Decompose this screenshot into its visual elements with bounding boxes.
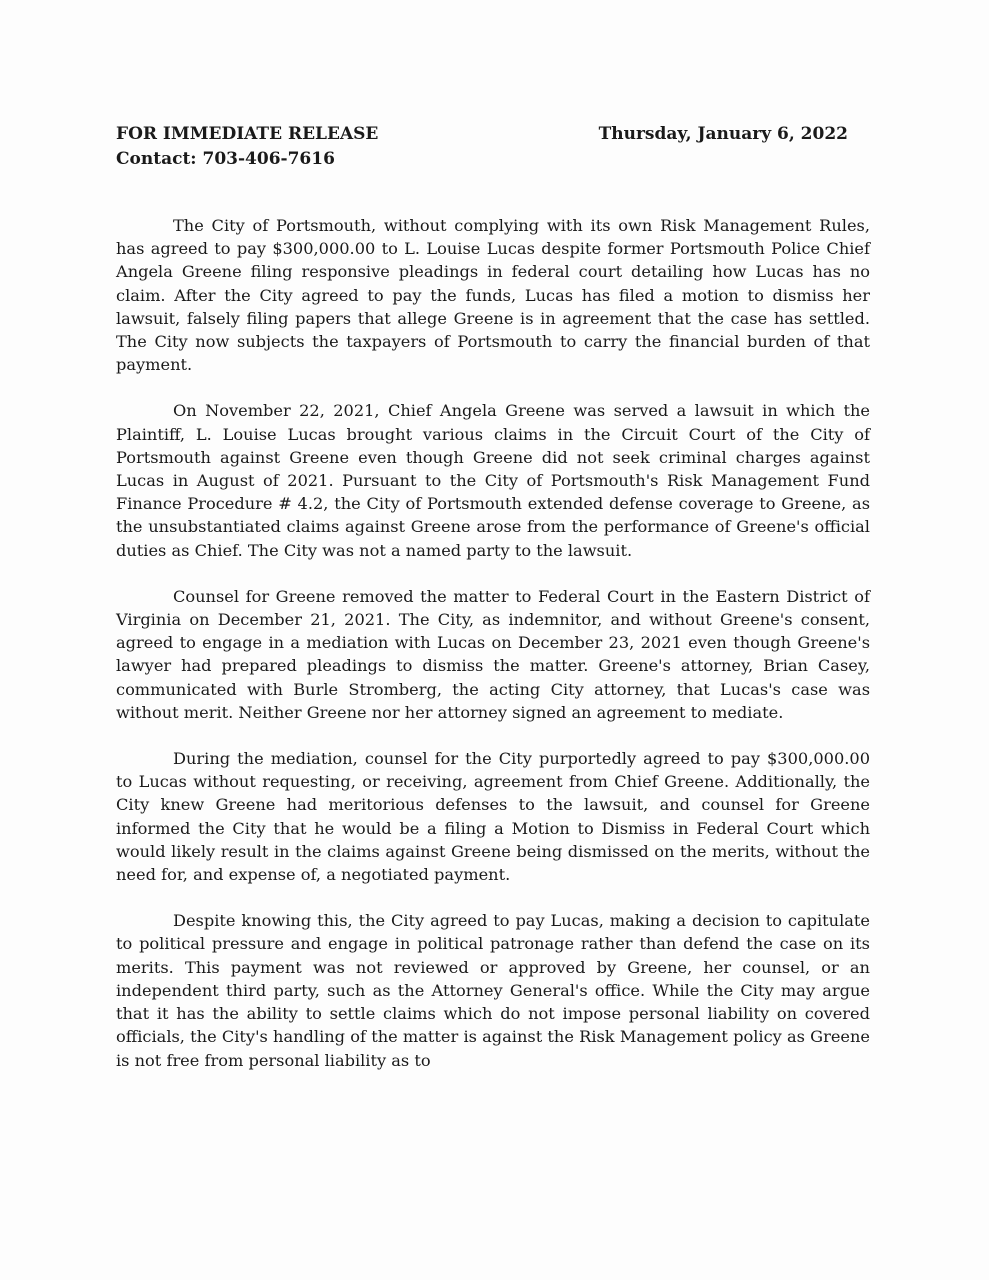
header-left-block xyxy=(116,122,378,172)
paragraph-3: Counsel for Greene removed the matter to Federal Court in the Eastern District of Virginia on December 21, 2021. The City, as indemnitor, and without Greene's consent, agreed to engage in a mediation with Lucas on December 23, 2021 even though Greene's lawyer had prepared pleadings to dismiss the matter. Greene's attorney, Brian Casey, communicated with Burle Stromberg, the acting City attorney, that Lucas's case was without merit. Neither Greene nor her attorney signed an agreement to mediate. xyxy=(116,586,870,722)
paragraph-4: During the mediation, counsel for the City purportedly agreed to pay $300,000.00 to Lucas without requesting, or receiving, agreement from Chief Greene. Additionally, the City knew Greene had meritorious defenses to the lawsuit, and counsel for Greene informed the City that he would be a filing a Motion to Dismiss in Federal Court which would likely result in the claims against Greene being dismissed on the merits, without the need for, and expense of, a negotiated payment. xyxy=(116,749,870,885)
release-label: FOR IMMEDIATE RELEASE xyxy=(116,124,379,144)
paragraph-5: Despite knowing this, the City agreed to pay Lucas, making a decision to capitulate to political pressure and engage in political patronage rather than defend the case on its merits. This payment was not reviewed or approved by Greene, her counsel, or an independent third party, such as the Attorney General's office. While the City may argue that it has the ability to settle claims which do not impose personal liability on covered officials, the City's handling of the matter is against the Risk Management policy as Greene is not free from personal liability as to xyxy=(116,911,870,1070)
paragraph-1: The City of Portsmouth, without complying with its own Risk Management Rules, has agreed to pay $300,000.00 to L. Louise Lucas despite former Portsmouth Police Chief Angela Greene filing responsive pleadings in federal court detailing how Lucas has no claim. After the City agreed to pay the funds, Lucas has filed a motion to dismiss her lawsuit, falsely filing papers that allege Greene is in agreement that the case has settled. The City now subjects the taxpayers of Portsmouth to carry the financial burden of that payment. xyxy=(116,216,870,375)
release-date: Thursday, January 6, 2022 xyxy=(598,124,848,144)
document-body xyxy=(116,214,870,1095)
contact-line: Contact: 703-406-7616 xyxy=(116,149,335,169)
header-right-block xyxy=(599,122,848,147)
paragraph-2: On November 22, 2021, Chief Angela Greene was served a lawsuit in which the Plaintiff, L. Louise Lucas brought various claims in the Circuit Court of the City of Portsmouth against Greene even though Greene did not seek criminal charges against Lucas in August of 2021. Pursuant to the City of Portsmouth's Risk Management Fund Finance Procedure # 4.2, the City of Portsmouth extended defense coverage to Greene, as the unsubstantiated claims against Greene arose from the performance of Greene's official duties as Chief. The City was not a named party to the lawsuit. xyxy=(116,401,870,560)
